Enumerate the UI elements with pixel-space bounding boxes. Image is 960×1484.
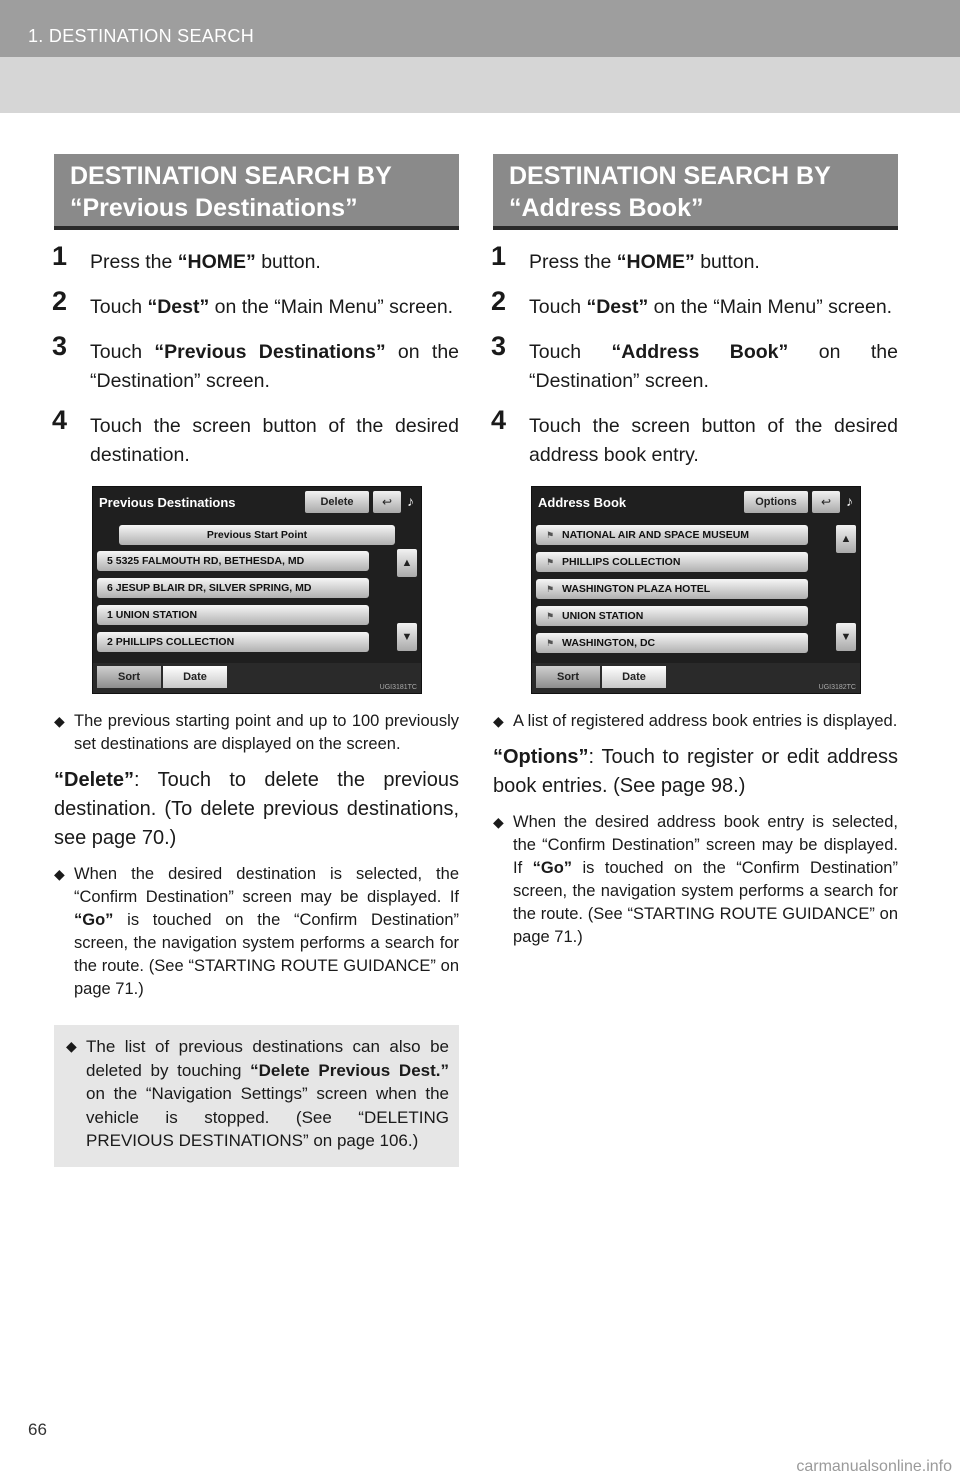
flag-icon: ⚑: [546, 584, 555, 594]
options-description: [493, 743, 898, 801]
chapter-title: 1. DESTINATION SEARCH: [28, 26, 254, 46]
step-1: [52, 241, 459, 277]
back-icon[interactable]: ↩: [373, 491, 401, 513]
list-item-label: UNION STATION: [562, 610, 644, 622]
step-number: 4: [491, 405, 507, 435]
bullet-icon: ◆: [54, 866, 65, 882]
page-number: 66: [28, 1420, 47, 1439]
list-item-label: PHILLIPS COLLECTION: [562, 556, 681, 568]
step-text: Press the: [529, 251, 617, 273]
step-bold: “Address Book”: [611, 341, 789, 363]
step-text: button.: [694, 251, 760, 273]
step-text: on the “Main Menu” screen.: [209, 296, 454, 318]
flag-icon: ⚑: [546, 611, 555, 621]
date-tab[interactable]: Date: [163, 666, 227, 688]
scroll-down-icon[interactable]: ▼: [836, 623, 856, 651]
delete-text: : Touch to delete the previous destination. (To delete previous destinations, see page 70.): [54, 769, 459, 849]
step-bold: “Dest”: [586, 296, 649, 318]
scroll-up-icon[interactable]: ▲: [836, 525, 856, 553]
list-item-label: WASHINGTON PLAZA HOTEL: [562, 583, 711, 595]
note-bullet: [54, 863, 459, 1001]
address-book-screen: [531, 486, 861, 694]
step-text: Touch the screen button of the desired destination.: [90, 415, 459, 466]
options-button[interactable]: Options: [744, 491, 808, 513]
step-number: 1: [52, 241, 68, 271]
list-item[interactable]: [536, 633, 808, 653]
list-item[interactable]: [536, 579, 808, 599]
step-1: [491, 241, 898, 277]
options-text: : Touch to register or edit address book entries. (See page 98.): [493, 746, 898, 797]
flag-icon: ⚑: [546, 557, 555, 567]
list-item-label: WASHINGTON, DC: [562, 637, 656, 649]
note-bullet: [493, 710, 898, 733]
step-text: Press the: [90, 251, 178, 273]
image-code: UGI3182TC: [818, 684, 856, 691]
step-2: [52, 286, 459, 322]
step-number: 2: [491, 286, 507, 316]
step-text: on the “Main Menu” screen.: [648, 296, 893, 318]
info-box: [54, 1025, 459, 1167]
watermark: carmanualsonline.info: [796, 1458, 952, 1475]
header-strip: [0, 0, 960, 57]
note-text: A list of registered address book entries is displayed.: [513, 712, 898, 730]
step-text: Touch: [90, 341, 155, 363]
sort-tab[interactable]: Sort: [97, 666, 161, 688]
list-item[interactable]: 1 UNION STATION: [97, 605, 369, 625]
sort-tab[interactable]: Sort: [536, 666, 600, 688]
section-heading-address-book: [493, 154, 898, 230]
scroll-up-icon[interactable]: ▲: [397, 549, 417, 577]
step-text: on the “Destination” screen.: [90, 341, 460, 392]
step-text: Touch: [529, 341, 612, 363]
section-heading-previous: [54, 154, 459, 230]
music-note-icon: ♪: [846, 493, 853, 509]
bullet-icon: ◆: [493, 713, 504, 729]
note-bullet: [54, 710, 459, 756]
step-number: 2: [52, 286, 68, 316]
bullet-icon: ◆: [493, 814, 504, 830]
info-bullet: [66, 1035, 449, 1153]
note-text: When the desired destination is selected, the “Confirm Destination” screen may be displayed. If: [74, 865, 459, 906]
heading-line: “Address Book”: [509, 194, 704, 222]
step-text: Touch: [529, 296, 587, 318]
flag-icon: ⚑: [546, 530, 555, 540]
info-text: on the “Navigation Settings” screen when the vehicle is stopped. (See “DELETING PREVIOUS DESTINATIONS” on page 106.): [86, 1084, 449, 1150]
list-item[interactable]: Previous Start Point: [119, 525, 395, 545]
step-bold: “Dest”: [147, 296, 210, 318]
step-4: [491, 405, 898, 470]
step-text: Touch: [90, 296, 148, 318]
heading-line: DESTINATION SEARCH BY: [509, 162, 831, 190]
step-3: [52, 331, 460, 396]
info-text: The list of previous destinations can also be deleted by touching: [86, 1037, 449, 1080]
delete-label: “Delete”: [54, 769, 135, 791]
step-bold: “Previous Destinations”: [154, 341, 386, 363]
note-text: is touched on the “Confirm Destination” screen, the navigation system performs a search for the route. (See “STARTING ROUTE GUIDANCE” on page 71.): [513, 859, 898, 946]
options-label: “Options”: [493, 746, 589, 768]
step-number: 4: [52, 405, 68, 435]
note-bold: “Go”: [74, 911, 114, 929]
note-text: The previous starting point and up to 100 previously set destinations are displayed on the screen.: [74, 712, 459, 753]
delete-description: [54, 766, 459, 853]
step-bold: “HOME”: [177, 251, 256, 273]
list-item[interactable]: 6 JESUP BLAIR DR, SILVER SPRING, MD: [97, 578, 369, 598]
info-bold: “Delete Previous Dest.”: [250, 1060, 449, 1080]
bullet-icon: ◆: [54, 713, 65, 729]
list-item[interactable]: [536, 552, 808, 572]
list-item-label: NATIONAL AIR AND SPACE MUSEUM: [562, 529, 750, 541]
screen-title: Previous Destinations: [99, 495, 236, 510]
step-3: [491, 331, 899, 396]
list-item[interactable]: [536, 525, 808, 545]
list-item[interactable]: 5 5325 FALMOUTH RD, BETHESDA, MD: [97, 551, 369, 571]
step-4: [52, 405, 459, 470]
note-bold: “Go”: [532, 859, 573, 877]
list-item[interactable]: [536, 606, 808, 626]
step-text: Touch the screen button of the desired address book entry.: [529, 415, 898, 466]
bullet-icon: ◆: [66, 1038, 77, 1054]
step-2: [491, 286, 898, 322]
left-column: [54, 154, 459, 1167]
list-item[interactable]: 2 PHILLIPS COLLECTION: [97, 632, 369, 652]
step-number: 3: [491, 331, 507, 361]
note-text: When the desired address book entry is selected, the “Confirm Destination” screen may be displayed. If: [513, 813, 898, 877]
step-text: button.: [255, 251, 321, 273]
note-text: is touched on the “Confirm Destination” screen, the navigation system performs a search for the route. (See “STARTING ROUTE GUIDANCE” on page 71.): [74, 911, 459, 998]
scroll-down-icon[interactable]: ▼: [397, 623, 417, 651]
image-code: UGI3181TC: [379, 684, 417, 691]
back-icon[interactable]: ↩: [812, 491, 840, 513]
step-number: 1: [491, 241, 507, 271]
step-number: 3: [52, 331, 68, 361]
delete-button[interactable]: Delete: [305, 491, 369, 513]
screen-title: Address Book: [538, 495, 627, 510]
note-bullet: [493, 811, 898, 949]
flag-icon: ⚑: [546, 638, 555, 648]
previous-destinations-screen: [92, 486, 422, 694]
step-bold: “HOME”: [616, 251, 695, 273]
date-tab[interactable]: Date: [602, 666, 666, 688]
step-text: on the “Destination” screen.: [529, 341, 899, 392]
music-note-icon: ♪: [407, 493, 414, 509]
heading-line: “Previous Destinations”: [70, 194, 358, 222]
heading-line: DESTINATION SEARCH BY: [70, 162, 392, 190]
right-column: [493, 154, 898, 949]
